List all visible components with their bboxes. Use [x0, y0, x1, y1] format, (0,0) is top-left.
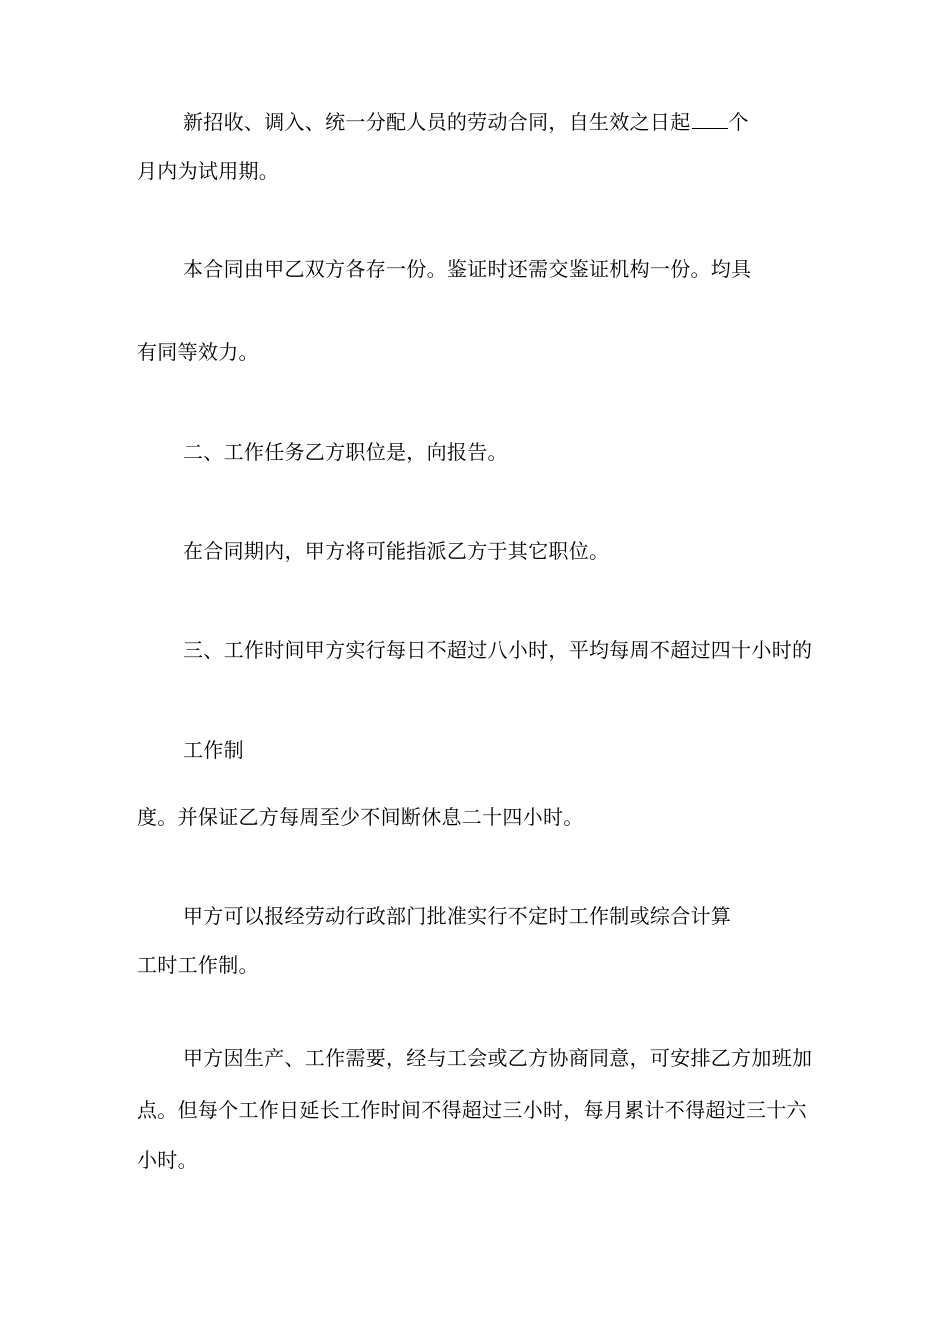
probation-clause-line-1 [183, 110, 749, 134]
copies-clause-line-1: 本合同由甲乙双方各存一份。鉴证时还需交鉴证机构一份。均具 [183, 257, 752, 281]
overtime-clause-line-1: 甲方因生产、工作需要，经与工会或乙方协商同意，可安排乙方加班加 [183, 1046, 813, 1070]
work-system-line: 工作制 [183, 738, 244, 762]
overtime-clause-line-2: 点。但每个工作日延长工作时间不得超过三小时，每月累计不得超过三十六 [137, 1098, 807, 1122]
blank-fill-field [692, 110, 728, 129]
probation-clause-text: 新招收、调入、统一分配人员的劳动合同，自生效之日起 [183, 110, 691, 134]
probation-clause-text-end: 个 [728, 110, 749, 134]
probation-clause-line-2: 月内为试用期。 [137, 159, 280, 183]
flexible-hours-line-2: 工时工作制。 [137, 953, 259, 977]
rest-guarantee-line: 度。并保证乙方每周至少不间断休息二十四小时。 [137, 805, 584, 829]
overtime-clause-line-3: 小时。 [137, 1148, 198, 1172]
reassignment-clause: 在合同期内，甲方将可能指派乙方于其它职位。 [183, 539, 610, 563]
copies-clause-line-2: 有同等效力。 [137, 340, 259, 364]
flexible-hours-line-1: 甲方可以报经劳动行政部门批准实行不定时工作制或综合计算 [183, 904, 732, 928]
section-two-heading: 二、工作任务乙方职位是，向报告。 [183, 440, 508, 464]
section-three-heading: 三、工作时间甲方实行每日不超过八小时，平均每周不超过四十小时的 [183, 638, 813, 662]
